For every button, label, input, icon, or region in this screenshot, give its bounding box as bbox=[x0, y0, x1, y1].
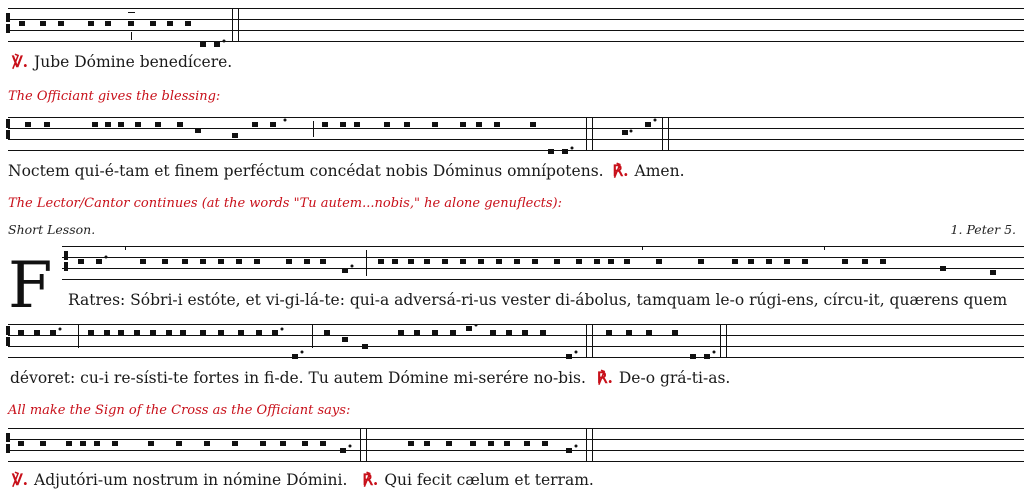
response-symbol: ℟. bbox=[612, 161, 629, 180]
blessing-text: Noctem qui-é-tam et finem perféctum concédat nobis Dóminus omnípotens. bbox=[8, 162, 604, 180]
response-symbol-final: ℟. bbox=[362, 470, 379, 489]
final-versicle-text: Adjutóri-um nostrum in nómine Dómini. bbox=[34, 471, 348, 489]
lesson-line-2-text: dévoret: cu-i re-sísti-te fortes in fi-de. Tu autem Dómine mi-serére no-bis. bbox=[10, 369, 586, 387]
rubric-lector: The Lector/Cantor continues (at the words "Tu autem...nobis," he alone genuflects): bbox=[8, 196, 562, 211]
section-4-versicle-response bbox=[12, 470, 594, 490]
drop-cap-initial: F bbox=[8, 249, 53, 323]
rubric-blessing: The Officiant gives the blessing: bbox=[8, 89, 221, 104]
chant-staff-3 bbox=[0, 246, 1024, 286]
lesson-line-2 bbox=[10, 368, 730, 388]
chant-staff-1 bbox=[0, 8, 1024, 50]
response-symbol-lesson: ℟. bbox=[596, 368, 613, 387]
response-text: Amen. bbox=[634, 162, 685, 180]
chant-staff-5 bbox=[0, 428, 1024, 468]
chant-staff-4 bbox=[0, 324, 1024, 366]
final-response-text: Qui fecit cælum et terram. bbox=[384, 471, 594, 489]
section-1-versicle bbox=[12, 52, 232, 72]
lesson-line-1: Ratres: Sóbri-i estóte, et vi-gi-lá-te: qui-a adversá-ri-us vester di-ábolus, tamquam le-o rúgi-ens, círcu-it, quærens quem bbox=[68, 291, 1008, 309]
versicle-symbol-final: ℣. bbox=[12, 470, 28, 489]
versicle-text: Jube Dómine benedícere. bbox=[34, 53, 233, 71]
versicle-symbol: ℣. bbox=[12, 52, 28, 71]
lesson-title: Short Lesson. bbox=[8, 222, 96, 237]
lesson-reference: 1. Peter 5. bbox=[950, 222, 1016, 237]
section-2-blessing bbox=[8, 161, 685, 181]
chant-staff-2 bbox=[0, 117, 1024, 159]
rubric-sign-of-cross: All make the Sign of the Cross as the Officiant says: bbox=[8, 403, 351, 418]
lesson-response: De-o grá-ti-as. bbox=[618, 369, 731, 387]
